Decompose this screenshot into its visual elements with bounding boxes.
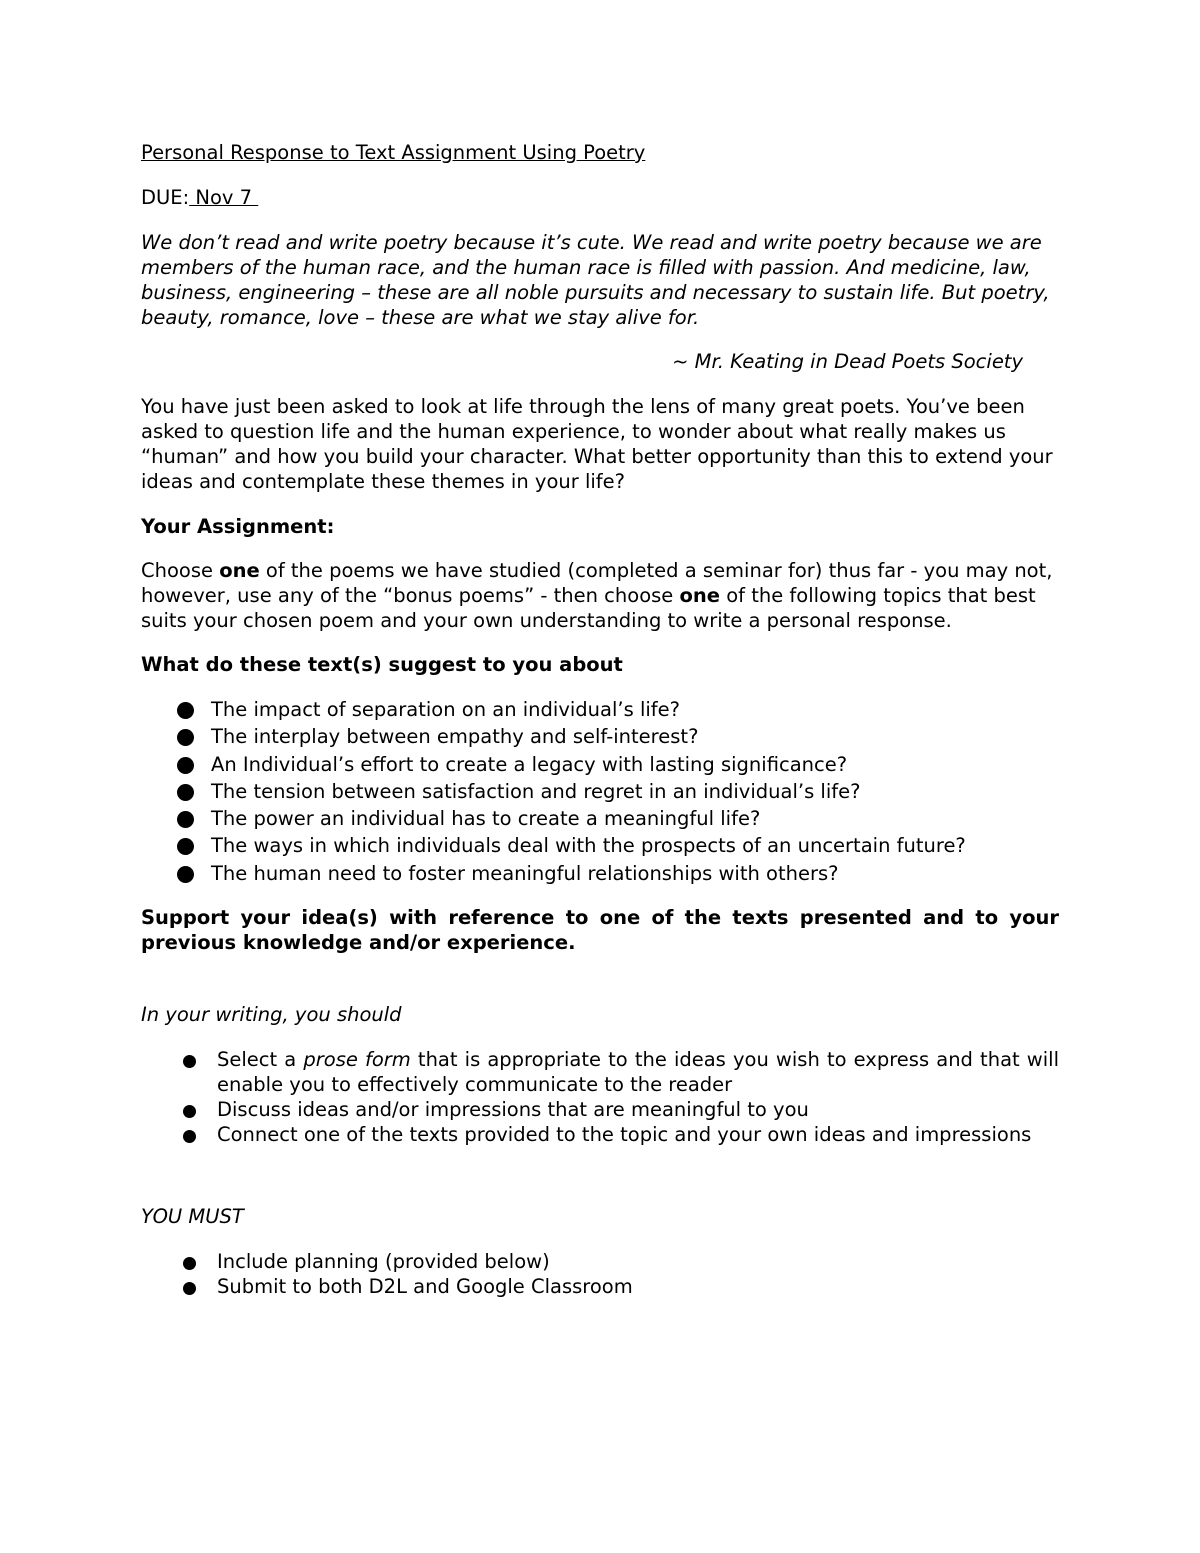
assignment-emphasis: one	[219, 559, 260, 582]
topic-text: The power an individual has to create a meaningful life?	[211, 807, 761, 831]
assignment-heading: Your Assignment:	[141, 515, 335, 538]
bullet-icon	[183, 1055, 196, 1068]
topics-list	[141, 696, 1059, 887]
opening-quote: We don’t read and write poetry because it’s cute. We read and write poetry because we are members of the human race, and the human race is filled with passion. And medicine, law, business, engineering – these are all noble pursuits and necessary to sustain life. But poetry, beauty, romance, love – these are what we stay alive for.	[141, 231, 1050, 329]
topic-text: The impact of separation on an individual’s life?	[211, 698, 680, 721]
topics-heading: What do these text(s) suggest to you about	[141, 653, 623, 676]
topic-text: The interplay between empathy and self-interest?	[211, 725, 699, 749]
bullet-icon	[177, 757, 194, 774]
list-item	[177, 860, 1059, 887]
list-item	[183, 1274, 1059, 1299]
bullet-icon	[183, 1105, 196, 1118]
list-item	[183, 1249, 1059, 1274]
bullet-icon	[183, 1257, 196, 1270]
list-item	[183, 1122, 1059, 1147]
bullet-icon	[177, 702, 194, 719]
bullet-icon	[183, 1130, 196, 1143]
prose-form-emphasis: prose form	[303, 1048, 411, 1072]
bullet-icon	[177, 784, 194, 801]
should-list	[141, 1047, 1059, 1147]
must-heading: YOU MUST	[141, 1205, 244, 1229]
due-value: Nov 7	[189, 186, 259, 209]
list-item	[177, 751, 1059, 778]
should-text: Connect one of the texts provided to the topic and your own ideas and impressions	[217, 1123, 1032, 1147]
list-item	[177, 805, 1059, 832]
must-list	[141, 1249, 1059, 1299]
due-date	[141, 185, 1059, 210]
bullet-icon	[183, 1282, 196, 1295]
topic-text: The ways in which individuals deal with the prospects of an uncertain future?	[211, 834, 966, 858]
topic-text: An Individual’s effort to create a legacy with lasting significance?	[211, 752, 848, 776]
must-text: Include planning (provided below)	[217, 1250, 550, 1274]
list-item	[177, 778, 1059, 805]
should-heading: In your writing, you should	[141, 1003, 402, 1027]
list-item	[177, 723, 1059, 750]
should-text: Select a	[217, 1048, 304, 1072]
assignment-text-part: of the following topics that best suits your chosen poem and your own understanding to write a personal response.	[141, 584, 1036, 632]
bullet-icon	[177, 838, 194, 855]
support-instruction: Support your idea(s) with reference to one of the texts presented and to your previous knowledge and/or experience.	[141, 906, 1059, 955]
list-item	[177, 696, 1059, 723]
must-text: Submit to both D2L and Google Classroom	[217, 1275, 633, 1299]
intro-paragraph: You have just been asked to look at life through the lens of many great poets. You’ve been asked to question life and the human experience, to wonder about what really makes us “human” and how you build your character. What better opportunity than this to extend your ideas and contemplate these themes in your life?	[141, 395, 1053, 493]
assignment-text-part: Choose	[141, 559, 220, 582]
due-label: DUE:	[141, 186, 190, 209]
quote-attribution: ~ Mr. Keating in Dead Poets Society	[672, 350, 1023, 373]
topic-text: The human need to foster meaningful relationships with others?	[211, 861, 839, 885]
topic-text: The tension between satisfaction and regret in an individual’s life?	[211, 779, 861, 803]
should-text: Discuss ideas and/or impressions that are meaningful to you	[217, 1098, 809, 1122]
assignment-text-part: of the poems we have studied (completed a seminar for) thus far - you may not, however, use any of the “bonus poems” - then choose	[141, 559, 1053, 607]
bullet-icon	[177, 811, 194, 828]
assignment-text	[141, 558, 1059, 633]
list-item	[183, 1047, 1059, 1097]
document-title: Personal Response to Text Assignment Using Poetry	[141, 141, 646, 164]
bullet-icon	[177, 729, 194, 746]
assignment-emphasis: one	[679, 584, 720, 607]
bullet-icon	[177, 866, 194, 883]
should-text: that is appropriate to the ideas you wish to express and that will enable you to effectively communicate to the reader	[217, 1048, 1059, 1097]
list-item	[183, 1097, 1059, 1122]
document-page	[141, 140, 1059, 1299]
list-item	[177, 832, 1059, 859]
